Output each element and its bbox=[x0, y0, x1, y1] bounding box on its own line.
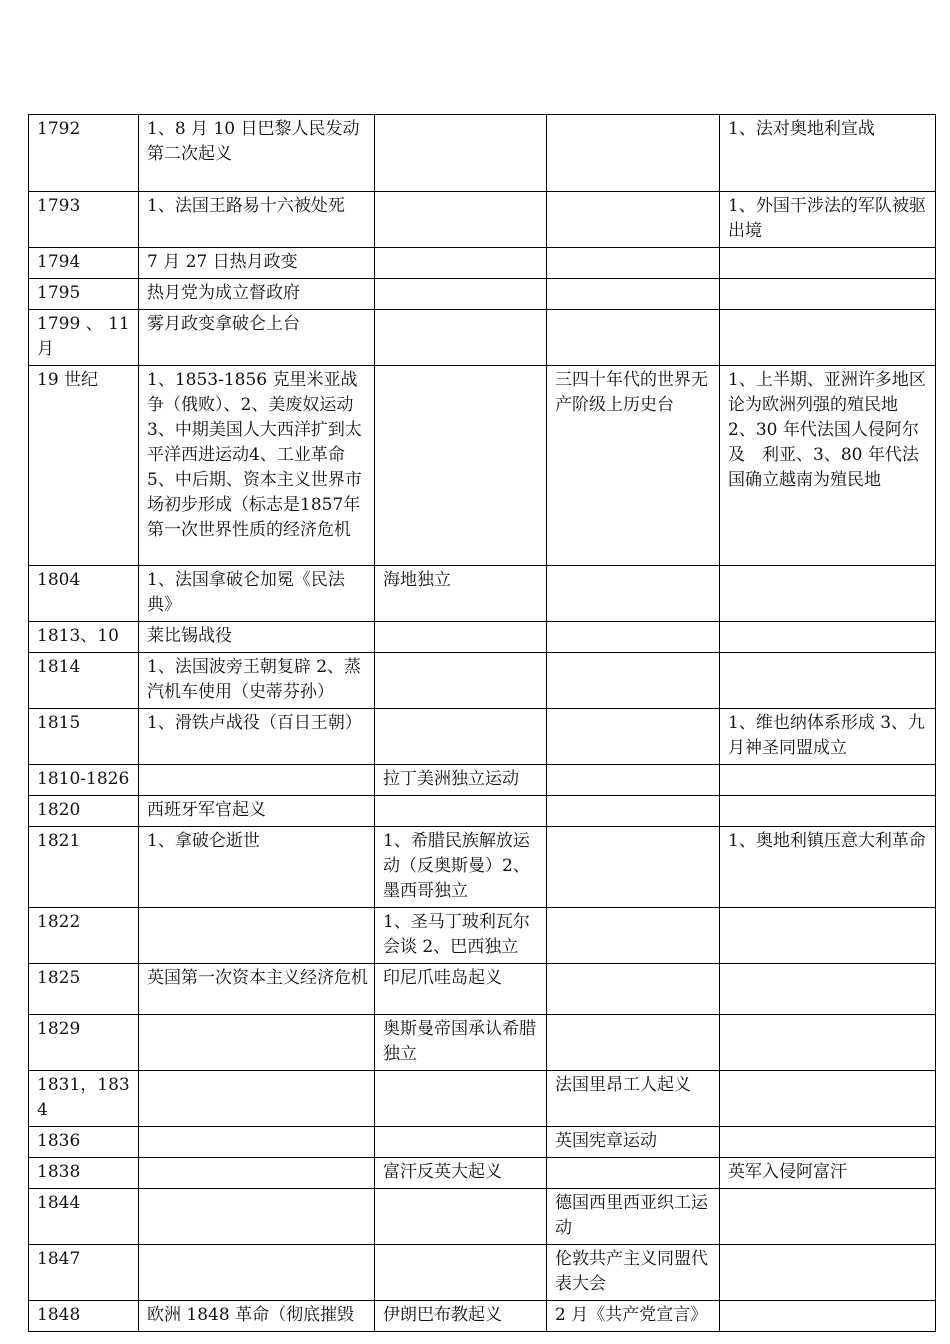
international-relations-cell bbox=[720, 248, 936, 279]
international-relations-cell: 1、上半期、亚洲许多地区论为欧洲列强的殖民地 2、30 年代法国人侵阿尔及 利亚、3、80 年代法国确立越南为殖民地 bbox=[720, 366, 936, 566]
europe-america-cell: 1、拿破仑逝世 bbox=[139, 827, 375, 908]
year-cell: 1847 bbox=[29, 1245, 139, 1301]
international-relations-cell bbox=[720, 566, 936, 622]
europe-america-cell: 1、8 月 10 日巴黎人民发动第二次起义 bbox=[139, 115, 375, 192]
asia-africa-latin-cell bbox=[375, 1127, 547, 1158]
international-relations-cell bbox=[720, 622, 936, 653]
workers-movement-cell bbox=[547, 248, 720, 279]
table-row bbox=[29, 1245, 936, 1301]
international-relations-cell bbox=[720, 1071, 936, 1127]
international-relations-cell: 英军入侵阿富汗 bbox=[720, 1158, 936, 1189]
asia-africa-latin-cell: 拉丁美洲独立运动 bbox=[375, 765, 547, 796]
table-row bbox=[29, 366, 936, 566]
year-cell: 1836 bbox=[29, 1127, 139, 1158]
year-cell: 1825 bbox=[29, 964, 139, 1015]
europe-america-cell: 7 月 27 日热月政变 bbox=[139, 248, 375, 279]
table-row bbox=[29, 1158, 936, 1189]
asia-africa-latin-cell bbox=[375, 192, 547, 248]
workers-movement-cell bbox=[547, 908, 720, 964]
europe-america-cell bbox=[139, 1245, 375, 1301]
table-row bbox=[29, 827, 936, 908]
workers-movement-cell bbox=[547, 1158, 720, 1189]
international-relations-cell bbox=[720, 1301, 936, 1332]
table-row bbox=[29, 1015, 936, 1071]
asia-africa-latin-cell: 印尼爪哇岛起义 bbox=[375, 964, 547, 1015]
workers-movement-cell bbox=[547, 192, 720, 248]
table-row bbox=[29, 248, 936, 279]
europe-america-cell: 莱比锡战役 bbox=[139, 622, 375, 653]
europe-america-cell: 西班牙军官起义 bbox=[139, 796, 375, 827]
workers-movement-cell bbox=[547, 796, 720, 827]
table-row bbox=[29, 653, 936, 709]
international-relations-cell bbox=[720, 310, 936, 366]
table-body bbox=[29, 115, 936, 1332]
workers-movement-cell bbox=[547, 115, 720, 192]
workers-movement-cell bbox=[547, 827, 720, 908]
year-cell: 1844 bbox=[29, 1189, 139, 1245]
workers-movement-cell: 法国里昂工人起义 bbox=[547, 1071, 720, 1127]
asia-africa-latin-cell: 富汗反英大起义 bbox=[375, 1158, 547, 1189]
year-cell: 1829 bbox=[29, 1015, 139, 1071]
year-cell: 1820 bbox=[29, 796, 139, 827]
international-relations-cell bbox=[720, 964, 936, 1015]
workers-movement-cell: 伦敦共产主义同盟代表大会 bbox=[547, 1245, 720, 1301]
international-relations-cell: 1、奥地利镇压意大利革命 bbox=[720, 827, 936, 908]
year-cell: 1792 bbox=[29, 115, 139, 192]
table-row bbox=[29, 709, 936, 765]
asia-africa-latin-cell bbox=[375, 310, 547, 366]
asia-africa-latin-cell bbox=[375, 796, 547, 827]
workers-movement-cell bbox=[547, 279, 720, 310]
international-relations-cell bbox=[720, 1245, 936, 1301]
asia-africa-latin-cell: 海地独立 bbox=[375, 566, 547, 622]
year-cell: 1822 bbox=[29, 908, 139, 964]
europe-america-cell: 1、1853-1856 克里米亚战争（俄败）、2、美废奴运动 3、中期美国人大西洋扩到太平洋西进运动4、工业革命 5、中后期、资本主义世界市场初步形成（标志是1857年第一次世界性质的经济危机 bbox=[139, 366, 375, 566]
international-relations-cell bbox=[720, 1189, 936, 1245]
year-cell: 1813、10 bbox=[29, 622, 139, 653]
asia-africa-latin-cell: 1、希腊民族解放运动（反奥斯曼）2、墨西哥独立 bbox=[375, 827, 547, 908]
europe-america-cell bbox=[139, 765, 375, 796]
year-cell: 1815 bbox=[29, 709, 139, 765]
workers-movement-cell bbox=[547, 1015, 720, 1071]
year-cell: 1793 bbox=[29, 192, 139, 248]
international-relations-cell bbox=[720, 1127, 936, 1158]
europe-america-cell: 热月党为成立督政府 bbox=[139, 279, 375, 310]
year-cell: 1795 bbox=[29, 279, 139, 310]
table-row bbox=[29, 1071, 936, 1127]
table-row bbox=[29, 279, 936, 310]
europe-america-cell: 英国第一次资本主义经济危机 bbox=[139, 964, 375, 1015]
table-row bbox=[29, 115, 936, 192]
year-cell: 1799 、 11月 bbox=[29, 310, 139, 366]
workers-movement-cell bbox=[547, 765, 720, 796]
workers-movement-cell: 英国宪章运动 bbox=[547, 1127, 720, 1158]
europe-america-cell bbox=[139, 1071, 375, 1127]
table-row bbox=[29, 1127, 936, 1158]
history-timeline-table bbox=[28, 114, 936, 1332]
workers-movement-cell bbox=[547, 653, 720, 709]
workers-movement-cell bbox=[547, 566, 720, 622]
asia-africa-latin-cell bbox=[375, 653, 547, 709]
table-row bbox=[29, 1301, 936, 1332]
year-cell: 1848 bbox=[29, 1301, 139, 1332]
europe-america-cell bbox=[139, 1189, 375, 1245]
asia-africa-latin-cell bbox=[375, 248, 547, 279]
international-relations-cell bbox=[720, 1015, 936, 1071]
europe-america-cell: 雾月政变拿破仑上台 bbox=[139, 310, 375, 366]
table-row bbox=[29, 1189, 936, 1245]
europe-america-cell bbox=[139, 1158, 375, 1189]
international-relations-cell bbox=[720, 279, 936, 310]
year-cell: 1804 bbox=[29, 566, 139, 622]
table-row bbox=[29, 964, 936, 1015]
international-relations-cell bbox=[720, 908, 936, 964]
europe-america-cell: 1、法国波旁王朝复辟 2、蒸汽机车使用（史蒂芬孙） bbox=[139, 653, 375, 709]
international-relations-cell bbox=[720, 653, 936, 709]
europe-america-cell: 1、滑铁卢战役（百日王朝） bbox=[139, 709, 375, 765]
table-row bbox=[29, 566, 936, 622]
asia-africa-latin-cell bbox=[375, 622, 547, 653]
table-row bbox=[29, 192, 936, 248]
table-row bbox=[29, 765, 936, 796]
asia-africa-latin-cell bbox=[375, 279, 547, 310]
table-row bbox=[29, 796, 936, 827]
year-cell: 1838 bbox=[29, 1158, 139, 1189]
asia-africa-latin-cell bbox=[375, 115, 547, 192]
international-relations-cell bbox=[720, 796, 936, 827]
europe-america-cell: 1、法国王路易十六被处死 bbox=[139, 192, 375, 248]
year-cell: 19 世纪 bbox=[29, 366, 139, 566]
workers-movement-cell bbox=[547, 709, 720, 765]
year-cell: 1821 bbox=[29, 827, 139, 908]
year-cell: 1814 bbox=[29, 653, 139, 709]
asia-africa-latin-cell bbox=[375, 1245, 547, 1301]
asia-africa-latin-cell: 伊朗巴布教起义 bbox=[375, 1301, 547, 1332]
year-cell: 1810-1826 bbox=[29, 765, 139, 796]
europe-america-cell: 1、法国拿破仑加冕《民法典》 bbox=[139, 566, 375, 622]
table-row bbox=[29, 908, 936, 964]
table-row bbox=[29, 622, 936, 653]
table-row bbox=[29, 310, 936, 366]
international-relations-cell: 1、外国干涉法的军队被驱出境 bbox=[720, 192, 936, 248]
asia-africa-latin-cell bbox=[375, 709, 547, 765]
workers-movement-cell bbox=[547, 622, 720, 653]
year-cell: 1831，1834 bbox=[29, 1071, 139, 1127]
asia-africa-latin-cell bbox=[375, 1189, 547, 1245]
workers-movement-cell bbox=[547, 310, 720, 366]
international-relations-cell: 1、维也纳体系形成 3、九月神圣同盟成立 bbox=[720, 709, 936, 765]
asia-africa-latin-cell bbox=[375, 1071, 547, 1127]
workers-movement-cell: 2 月《共产党宣言》 bbox=[547, 1301, 720, 1332]
asia-africa-latin-cell: 1、圣马丁玻利瓦尔会谈 2、巴西独立 bbox=[375, 908, 547, 964]
international-relations-cell bbox=[720, 765, 936, 796]
workers-movement-cell: 三四十年代的世界无产阶级上历史台 bbox=[547, 366, 720, 566]
year-cell: 1794 bbox=[29, 248, 139, 279]
workers-movement-cell bbox=[547, 964, 720, 1015]
europe-america-cell bbox=[139, 1015, 375, 1071]
europe-america-cell bbox=[139, 1127, 375, 1158]
europe-america-cell: 欧洲 1848 革命（彻底摧毁 bbox=[139, 1301, 375, 1332]
europe-america-cell bbox=[139, 908, 375, 964]
asia-africa-latin-cell: 奥斯曼帝国承认希腊独立 bbox=[375, 1015, 547, 1071]
international-relations-cell: 1、法对奥地利宣战 bbox=[720, 115, 936, 192]
asia-africa-latin-cell bbox=[375, 366, 547, 566]
workers-movement-cell: 德国西里西亚织工运动 bbox=[547, 1189, 720, 1245]
